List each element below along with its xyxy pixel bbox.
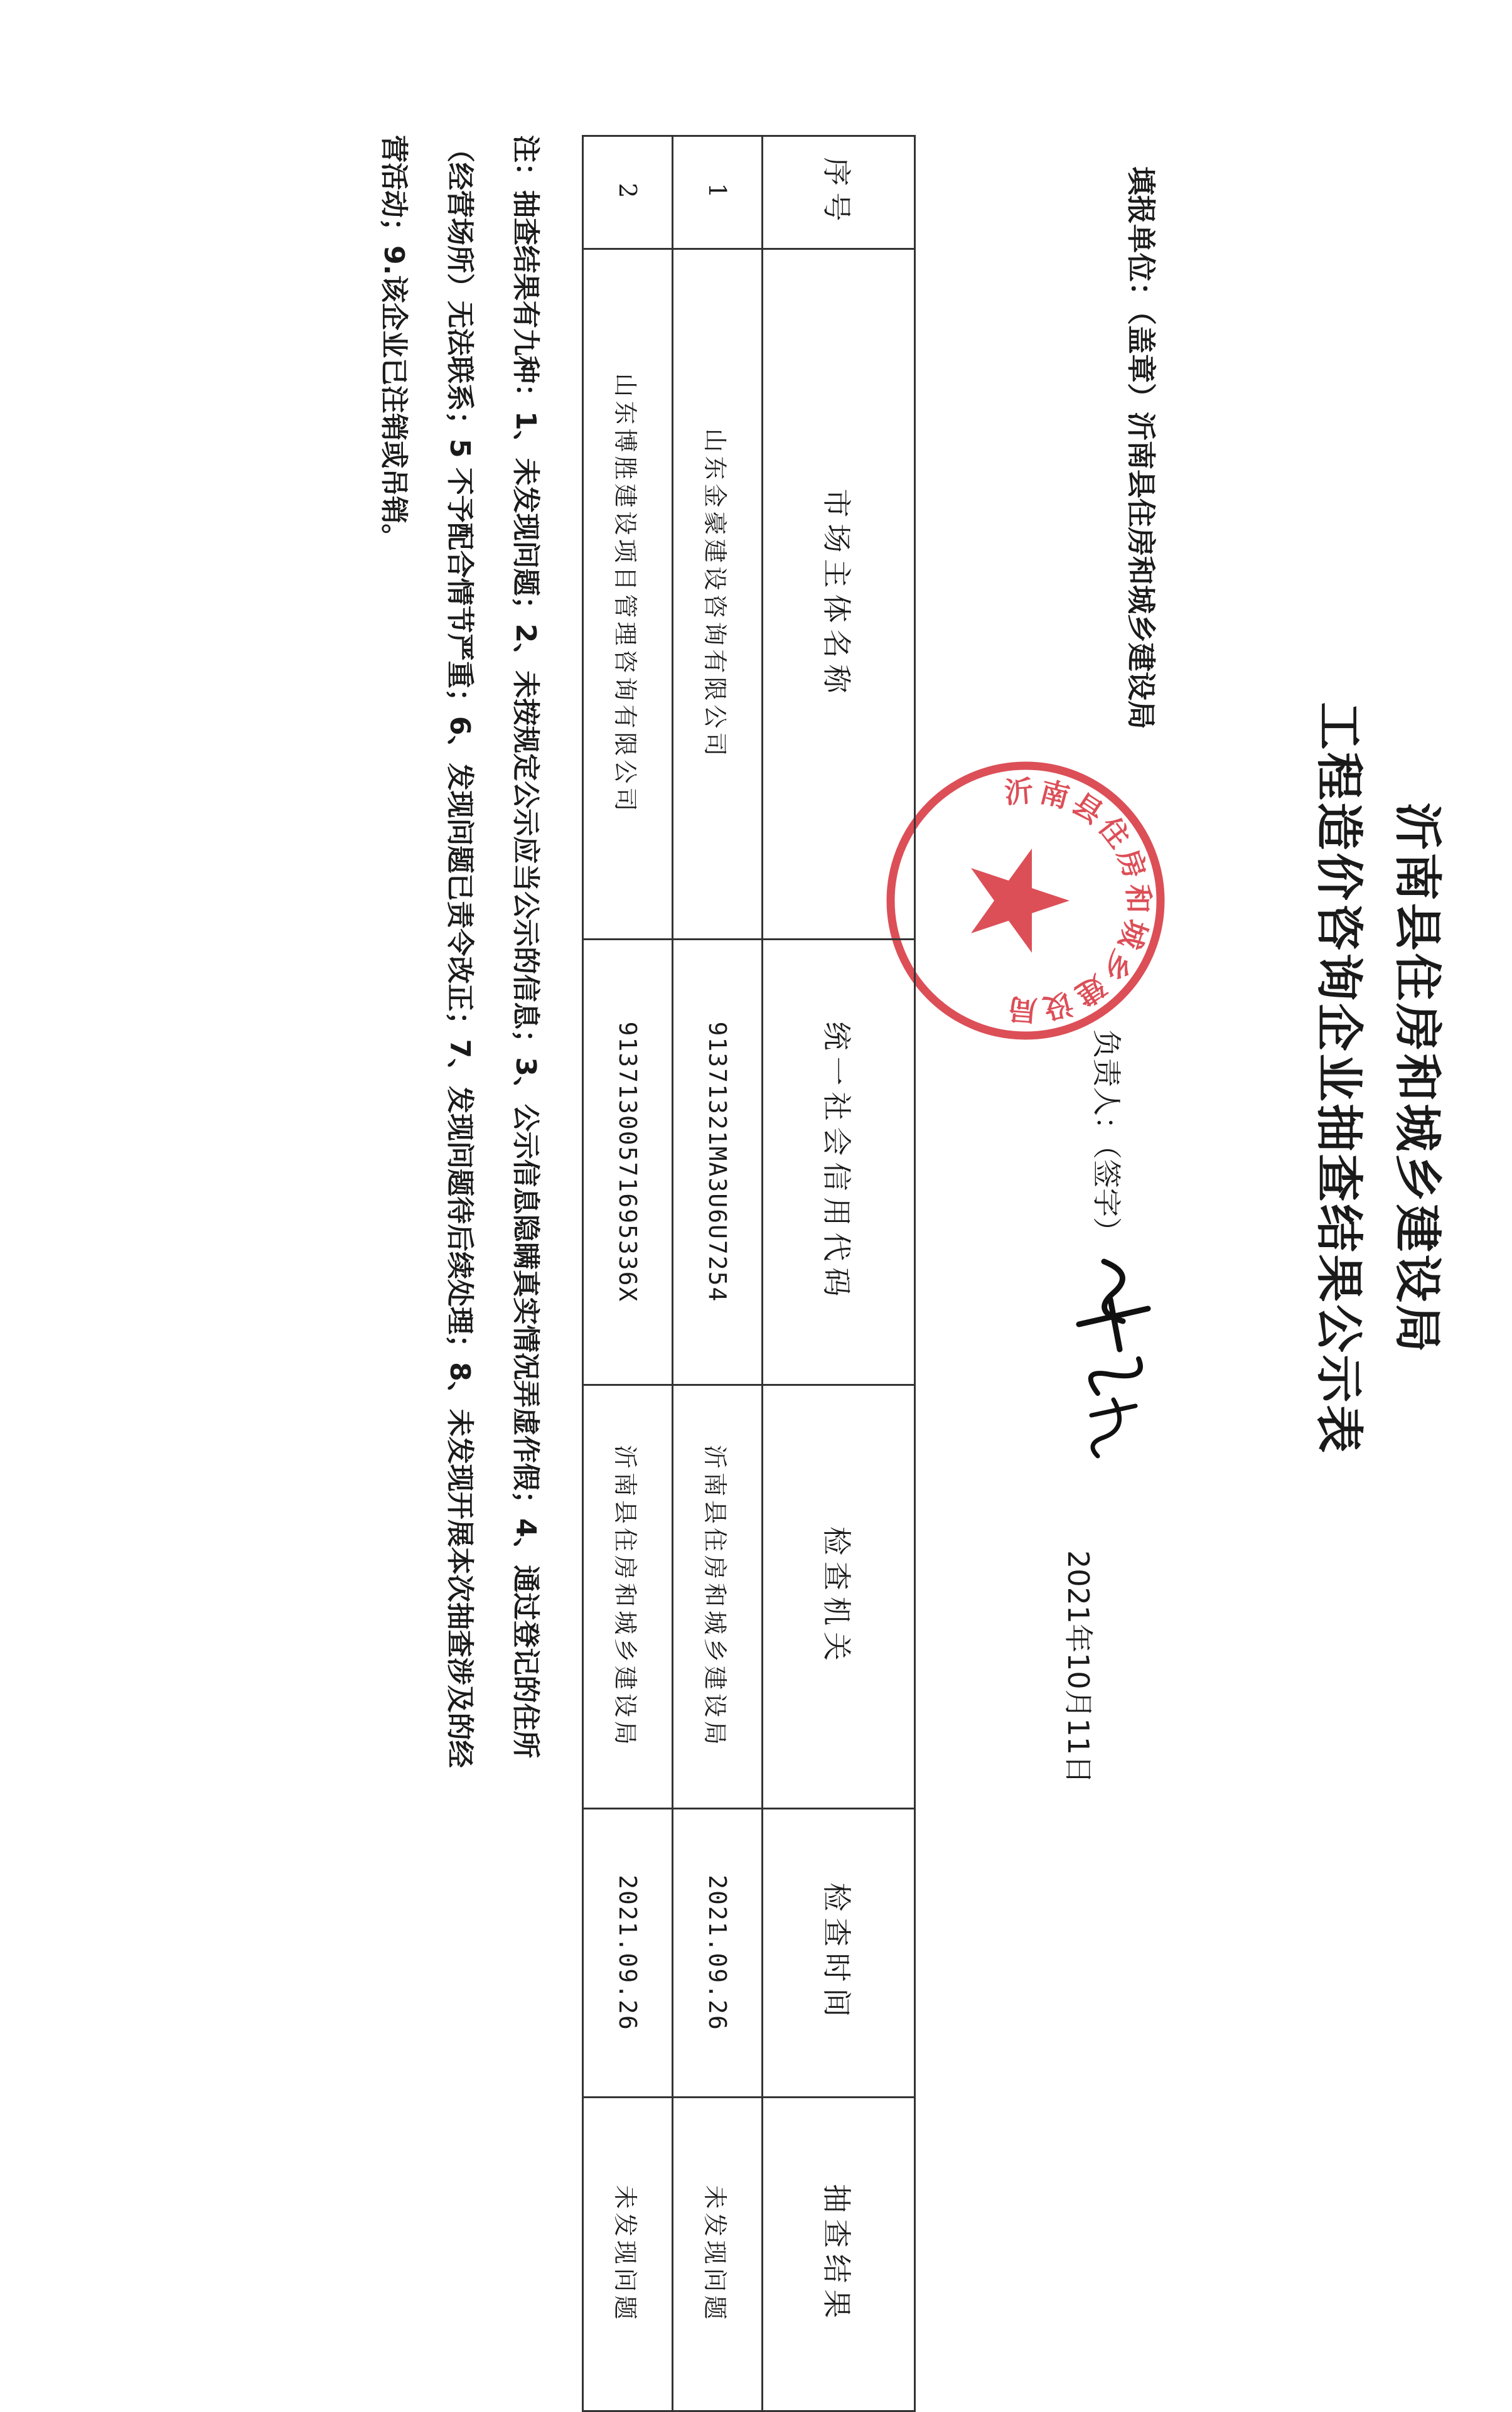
header-credit-code: 统一社会信用代码 [763, 940, 915, 1385]
header-index: 序号 [763, 136, 915, 249]
cell-result: 未发现问题 [673, 2098, 763, 2411]
responsible-person-label: 负责人：（签字） [1090, 1029, 1123, 1246]
table-row [673, 136, 763, 2411]
document-title: 沂南县住房和城乡建设局 [1390, 802, 1445, 1355]
official-seal [878, 753, 1173, 1048]
fill-unit-label: 填报单位：（盖章）沂南县住房和城乡建设局 [1124, 166, 1158, 729]
cell-inspection-date: 2021.09.26 [673, 1809, 763, 2098]
handwritten-signature [1066, 1249, 1173, 1462]
footnote-line-2: （经营场所）无法联系；5 不予配合情节严重；6、发现问题已责令改正；7、发现问题待后续处理；8、未发现开展本次抽查涉及的经 [444, 135, 476, 1768]
table-header-row [763, 136, 915, 2411]
header-result: 抽查结果 [763, 2098, 915, 2411]
document-subtitle: 工程造价咨询企业抽查结果公示表 [1311, 702, 1367, 1455]
cell-entity-name: 山东金豪建设咨询有限公司 [673, 249, 763, 940]
cell-inspection-agency: 沂南县住房和城乡建设局 [583, 1385, 673, 1809]
document-date: 2021年10月11日 [1061, 1550, 1095, 1784]
cell-credit-code: 91371300571695336X [583, 940, 673, 1385]
cell-inspection-agency: 沂南县住房和城乡建设局 [673, 1385, 763, 1809]
cell-inspection-date: 2021.09.26 [583, 1809, 673, 2098]
footnote-line-1: 注：抽查结果有九种：1、未发现问题；2、未按规定公示应当公示的信息；3、公示信息隐瞒真实情况弄虚作假；4、通过登记的住所 [510, 135, 542, 1759]
header-entity-name: 市场主体名称 [763, 249, 915, 940]
seal-text: 沂南县住房和城乡建设局 [1003, 773, 1155, 1028]
table-row [583, 136, 673, 2411]
cell-index: 1 [673, 136, 763, 249]
footnote-line-3: 营活动；9.该企业已注销或吊销。 [378, 135, 410, 552]
cell-credit-code: 91371321MA3U6U7254 [673, 940, 763, 1385]
inspection-results-table [582, 135, 916, 2412]
cell-index: 2 [583, 136, 673, 249]
header-inspection-date: 检查时间 [763, 1809, 915, 2098]
cell-entity-name: 山东博胜建设项目管理咨询有限公司 [583, 249, 673, 940]
cell-result: 未发现问题 [583, 2098, 673, 2411]
header-inspection-agency: 检查机关 [763, 1385, 915, 1809]
